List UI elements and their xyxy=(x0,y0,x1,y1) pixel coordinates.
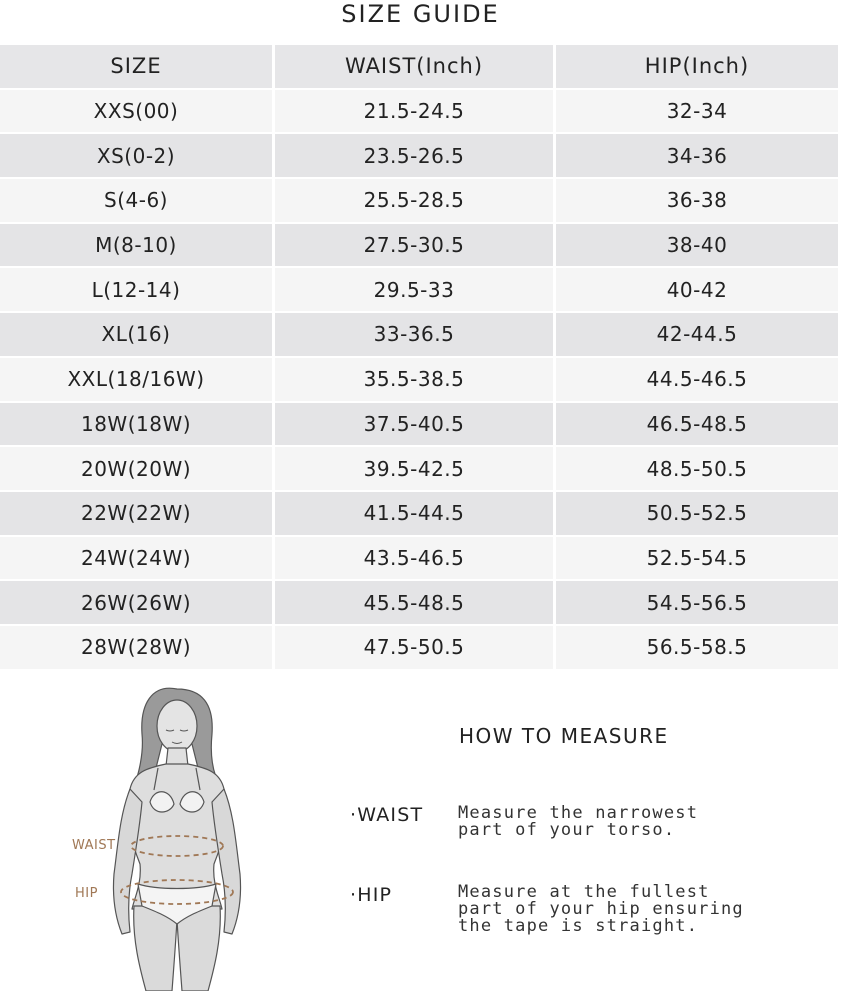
table-cell-waist: 23.5-26.5 xyxy=(275,134,553,177)
table-cell-size: 22W(22W) xyxy=(0,492,272,535)
table-cell-waist: 33-36.5 xyxy=(275,313,553,356)
table-cell-size: 28W(28W) xyxy=(0,626,272,669)
hip-term-label: HIP xyxy=(357,884,393,906)
table-cell-hip: 32-34 xyxy=(556,90,838,133)
table-cell-size: 24W(24W) xyxy=(0,537,272,580)
table-cell-hip: 44.5-46.5 xyxy=(556,358,838,401)
column-header-waist: WAIST(Inch) xyxy=(275,45,553,88)
hip-term xyxy=(350,884,392,906)
bullet: · xyxy=(350,804,358,826)
table-cell-waist: 21.5-24.5 xyxy=(275,90,553,133)
table-cell-hip: 46.5-48.5 xyxy=(556,403,838,446)
table-cell-hip: 36-38 xyxy=(556,179,838,222)
table-cell-size: S(4-6) xyxy=(0,179,272,222)
table-cell-waist: 25.5-28.5 xyxy=(275,179,553,222)
table-cell-waist: 45.5-48.5 xyxy=(275,581,553,624)
table-cell-size: L(12-14) xyxy=(0,268,272,311)
how-to-measure-title: HOW TO MEASURE xyxy=(459,724,669,748)
table-cell-waist: 43.5-46.5 xyxy=(275,537,553,580)
table-cell-hip: 48.5-50.5 xyxy=(556,447,838,490)
waist-term-label: WAIST xyxy=(357,804,424,826)
column-header-hip: HIP(Inch) xyxy=(556,45,838,88)
waist-term xyxy=(350,804,423,826)
table-cell-size: 20W(20W) xyxy=(0,447,272,490)
table-cell-size: 18W(18W) xyxy=(0,403,272,446)
table-cell-waist: 37.5-40.5 xyxy=(275,403,553,446)
table-cell-waist: 47.5-50.5 xyxy=(275,626,553,669)
waist-description: Measure the narrowest part of your torso. xyxy=(458,803,699,840)
table-cell-hip: 38-40 xyxy=(556,224,838,267)
table-cell-size: XL(16) xyxy=(0,313,272,356)
table-cell-size: M(8-10) xyxy=(0,224,272,267)
table-cell-waist: 39.5-42.5 xyxy=(275,447,553,490)
table-cell-size: XXL(18/16W) xyxy=(0,358,272,401)
page-title: SIZE GUIDE xyxy=(341,0,500,28)
table-cell-waist: 29.5-33 xyxy=(275,268,553,311)
table-cell-size: 26W(26W) xyxy=(0,581,272,624)
table-cell-waist: 35.5-38.5 xyxy=(275,358,553,401)
size-table xyxy=(0,45,838,669)
waist-label: WAIST xyxy=(72,838,116,853)
hip-label: HIP xyxy=(75,886,98,901)
table-cell-waist: 41.5-44.5 xyxy=(275,492,553,535)
table-cell-hip: 50.5-52.5 xyxy=(556,492,838,535)
bullet: · xyxy=(350,884,358,906)
column-header-size: SIZE xyxy=(0,45,272,88)
table-cell-hip: 52.5-54.5 xyxy=(556,537,838,580)
table-cell-hip: 56.5-58.5 xyxy=(556,626,838,669)
hip-description: Measure at the fullest part of your hip ensuring the tape is straight. xyxy=(458,882,744,936)
table-cell-size: XXS(00) xyxy=(0,90,272,133)
table-cell-hip: 40-42 xyxy=(556,268,838,311)
table-cell-waist: 27.5-30.5 xyxy=(275,224,553,267)
table-cell-hip: 42-44.5 xyxy=(556,313,838,356)
table-cell-hip: 34-36 xyxy=(556,134,838,177)
table-cell-hip: 54.5-56.5 xyxy=(556,581,838,624)
table-cell-size: XS(0-2) xyxy=(0,134,272,177)
